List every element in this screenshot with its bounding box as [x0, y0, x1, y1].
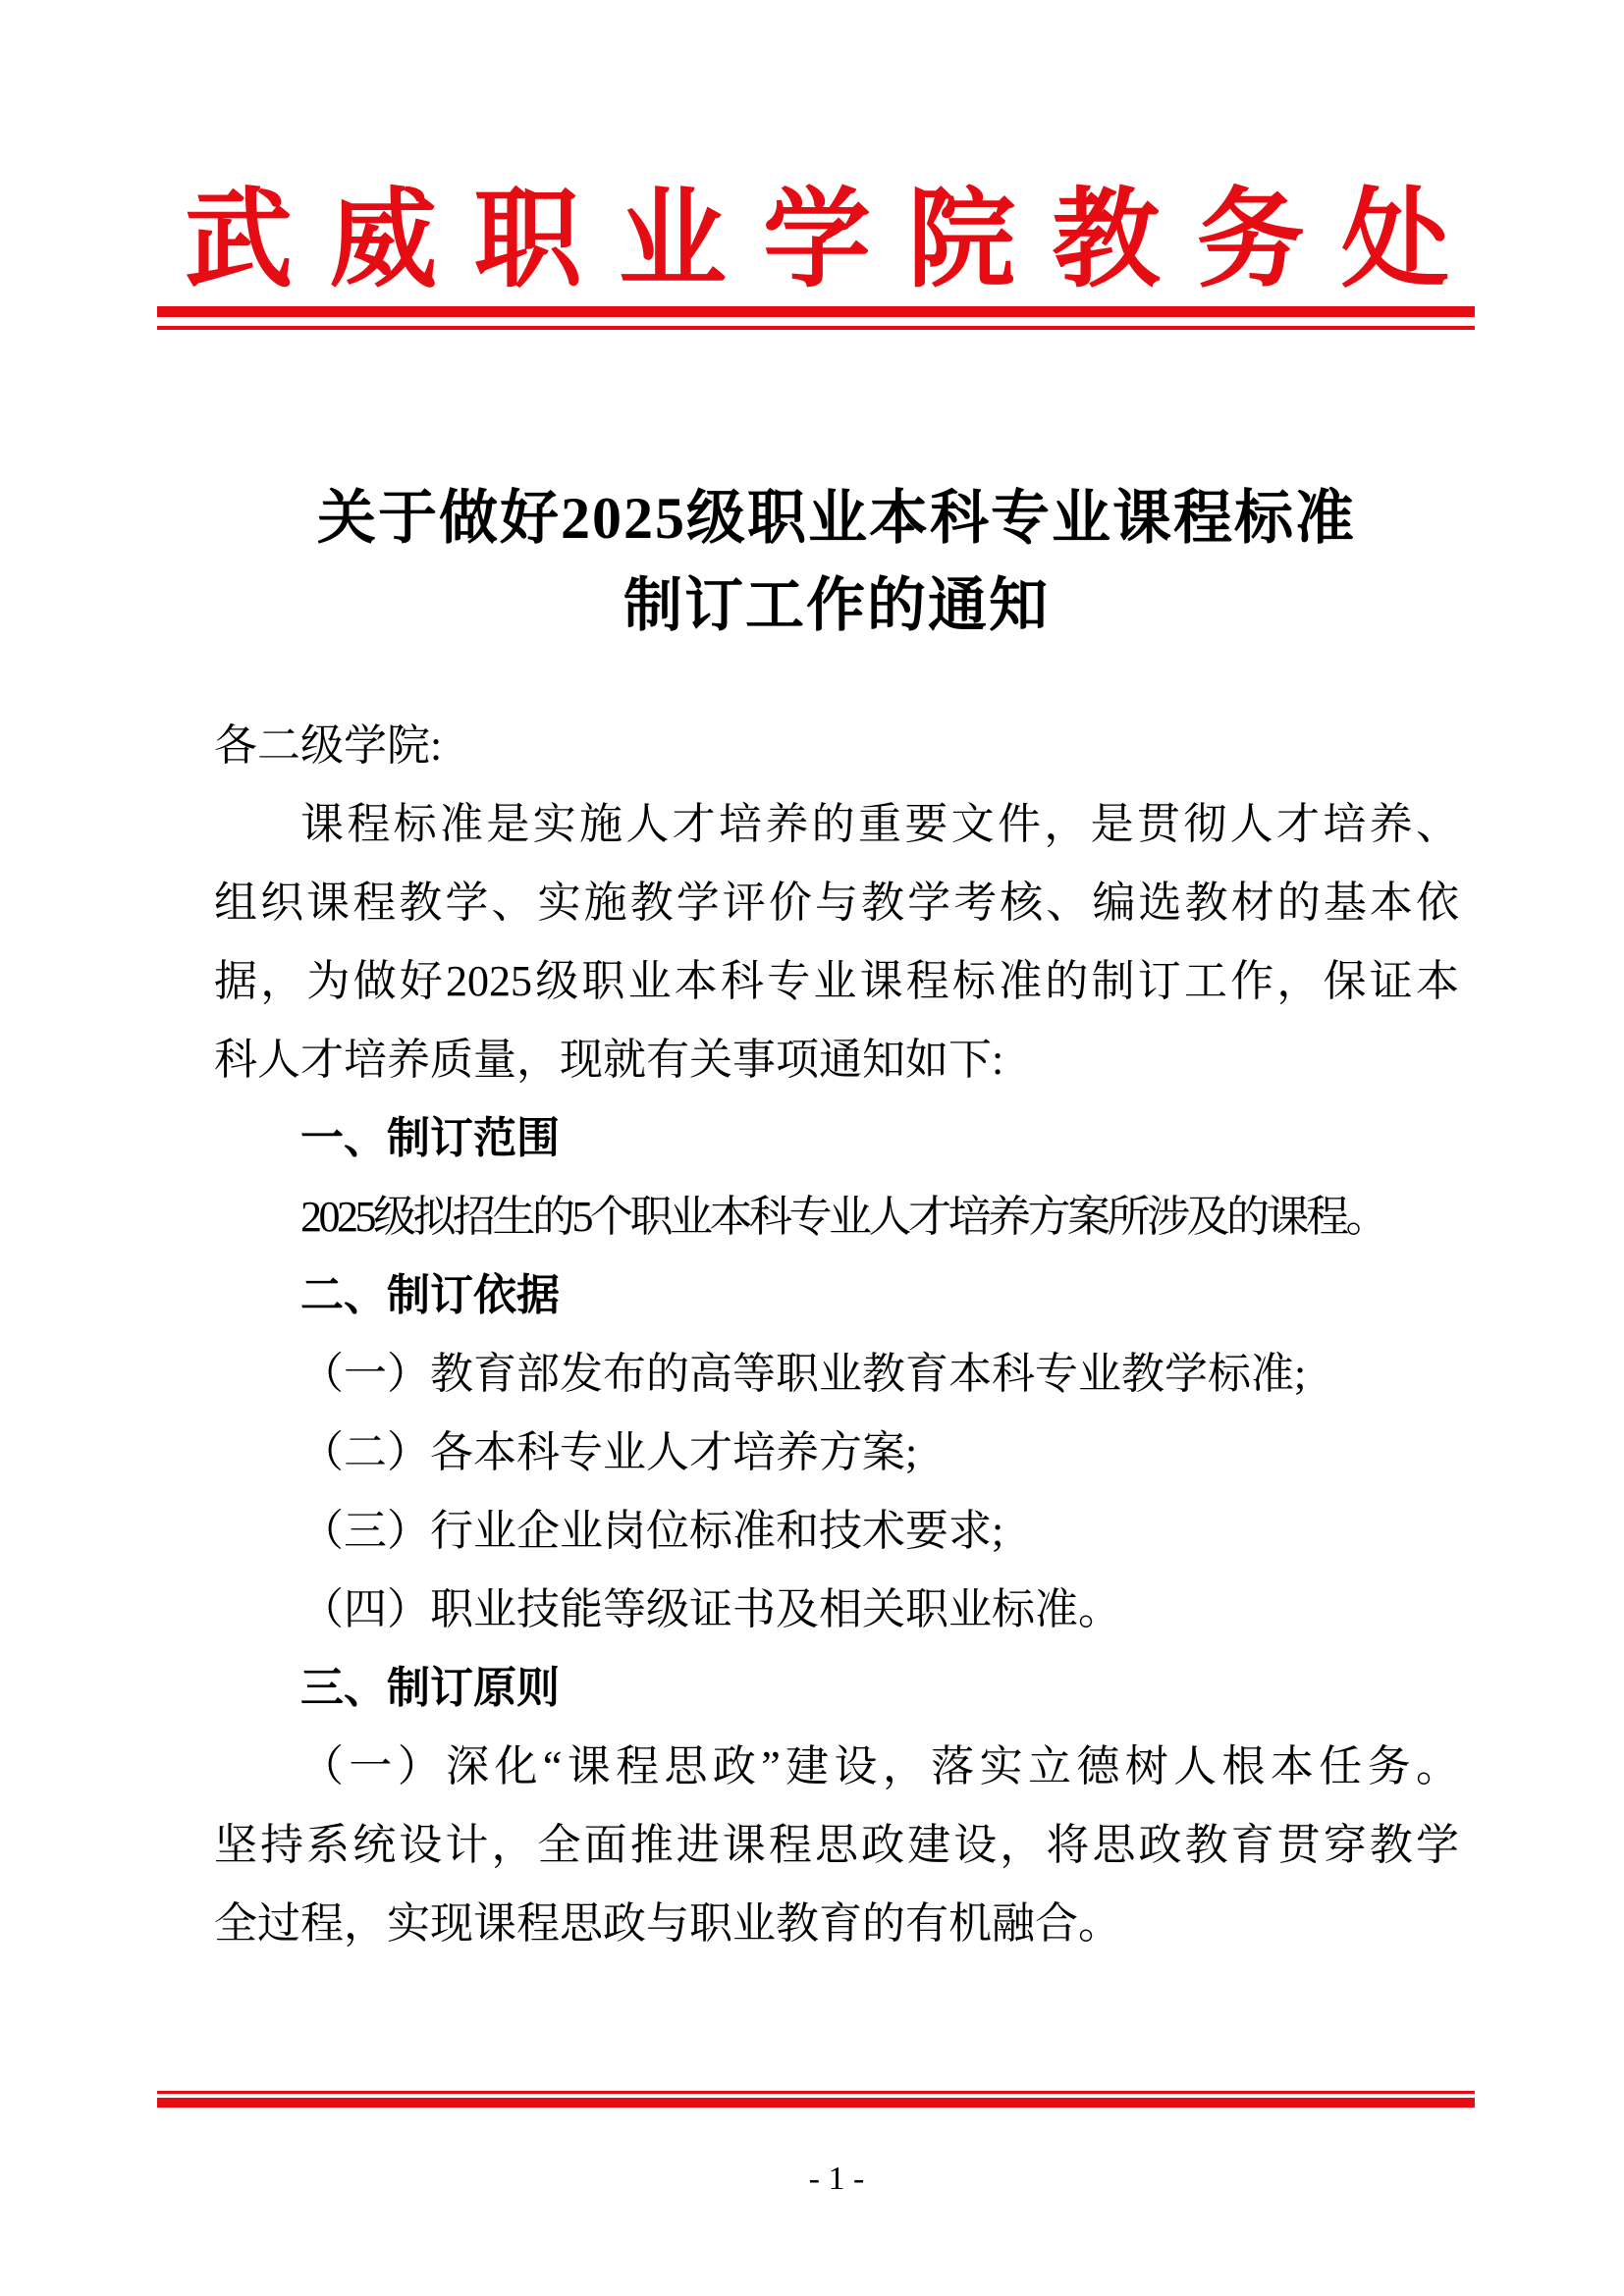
letterhead-title: 武 威 职 业 学 院 教 务 处 — [185, 181, 1449, 300]
page-number: - 1 - — [808, 2161, 865, 2197]
intro-para-line-1: 课程标准是实施人才培养的重要文件，是贯彻人才培养、 — [300, 800, 1459, 848]
heading-section-1: 一、制订范围 — [300, 1114, 560, 1162]
intro-para-line-3: 据，为做好2025级职业本科专业课程标准的制订工作，保证本 — [214, 957, 1459, 1005]
document-body — [214, 707, 1459, 1963]
salutation: 各二级学院: — [214, 721, 443, 770]
principles-line-1: （一）深化“课程思政”建设，落实立德树人根本任务。 — [300, 1742, 1459, 1790]
letterhead-rule-thin — [157, 326, 1475, 330]
document-title — [214, 475, 1459, 650]
principles-line-2: 坚持系统设计，全面推进课程思政建设，将思政教育贯穿教学 — [214, 1821, 1459, 1869]
basis-item-1: （一）教育部发布的高等职业教育本科专业教学标准; — [300, 1350, 1307, 1398]
document-title-line-2: 制订工作的通知 — [623, 573, 1050, 638]
principles-line-3: 全过程，实现课程思政与职业教育的有机融合。 — [214, 1899, 1121, 1948]
basis-item-3: （三）行业企业岗位标准和技术要求; — [300, 1507, 1004, 1555]
heading-section-2: 二、制订依据 — [300, 1271, 560, 1319]
basis-item-2: （二）各本科专业人才培养方案; — [300, 1428, 918, 1476]
basis-item-4: （四）职业技能等级证书及相关职业标准。 — [300, 1585, 1121, 1633]
letterhead-rule-thick — [157, 306, 1475, 317]
heading-section-3: 三、制订原则 — [300, 1664, 560, 1712]
document-title-line-1: 关于做好2025级职业本科专业课程标准 — [317, 486, 1356, 551]
intro-para-line-4: 科人才培养质量，现就有关事项通知如下: — [214, 1036, 1004, 1084]
footer-rule-thin — [157, 2091, 1475, 2094]
intro-para-line-2: 组织课程教学、实施教学评价与教学考核、编选教材的基本依 — [214, 879, 1459, 927]
section-1-text: 2025级拟招生的5个职业本科专业人才培养方案所涉及的课程。 — [300, 1193, 1385, 1241]
footer-rule-thick — [157, 2098, 1475, 2108]
